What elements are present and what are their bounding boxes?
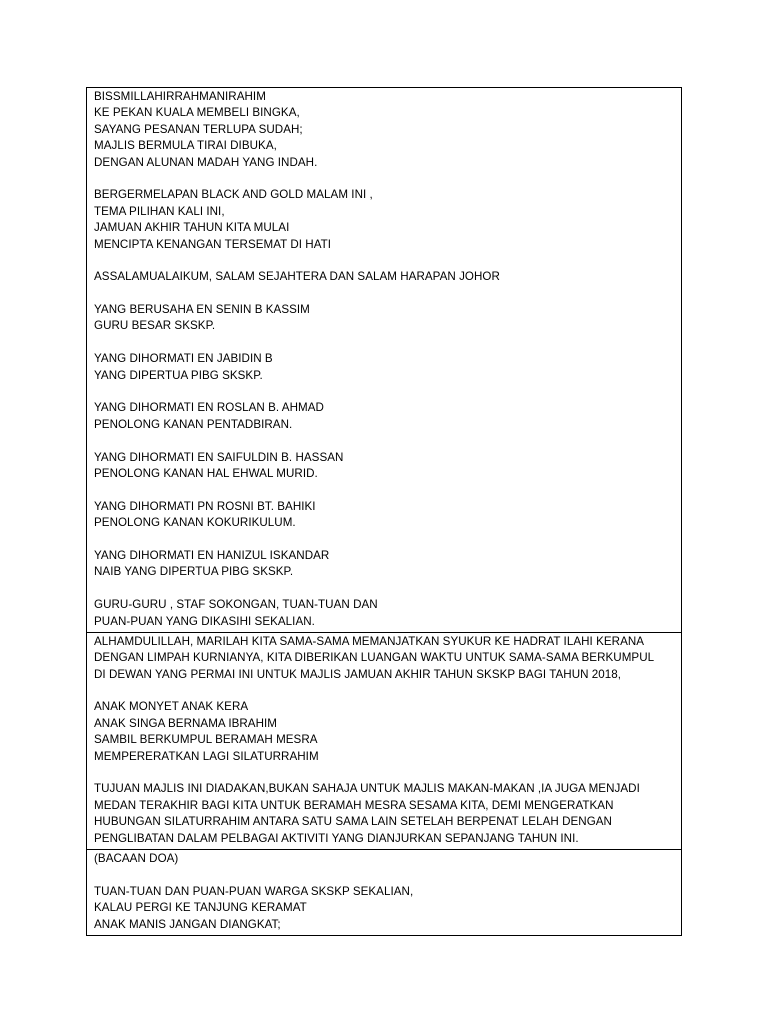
blank-line xyxy=(94,683,674,699)
text-line: ANAK MONYET ANAK KERA xyxy=(94,700,249,714)
text-line: DENGAN LIMPAH KURNIANYA, KITA DIBERIKAN LUANGAN WAKTU UNTUK SAMA-SAMA BERKUMPUL xyxy=(94,651,655,665)
blank-line xyxy=(94,171,674,187)
text-line: MAJLIS BERMULA TIRAI DIBUKA, xyxy=(94,139,277,153)
text-line: PENOLONG KANAN HAL EHWAL MURID. xyxy=(94,466,318,480)
text-line: MENCIPTA KENANGAN TERSEMAT DI HATI xyxy=(94,237,332,251)
text-line: MEMPERERATKAN LAGI SILATURRAHIM xyxy=(94,749,319,763)
speech-section-prayer xyxy=(86,850,682,936)
text-line: YANG DIHORMATI EN SAIFULDIN B. HASSAN xyxy=(94,450,344,464)
speech-section-welcome xyxy=(86,633,682,850)
text-line: TUJUAN MAJLIS INI DIADAKAN,BUKAN SAHAJA UNTUK MAJLIS MAKAN-MAKAN ,IA JUGA MENJADI xyxy=(94,782,640,796)
text-line: YANG BERUSAHA EN SENIN B KASSIM xyxy=(94,303,310,317)
blank-line xyxy=(94,384,674,400)
text-line: YANG DIPERTUA PIBG SKSKP. xyxy=(94,368,263,382)
text-line: (BACAAN DOA) xyxy=(94,851,179,865)
text-line: YANG DIHORMATI EN ROSLAN B. AHMAD xyxy=(94,401,324,415)
blank-line xyxy=(94,765,674,781)
text-line: GURU BESAR SKSKP. xyxy=(94,319,216,333)
text-line: KALAU PERGI KE TANJUNG KERAMAT xyxy=(94,901,307,915)
text-line: YANG DIHORMATI EN HANIZUL ISKANDAR xyxy=(94,548,330,562)
text-line: SAMBIL BERKUMPUL BERAMAH MESRA xyxy=(94,733,318,747)
text-line: ANAK SINGA BERNAMA IBRAHIM xyxy=(94,716,277,730)
blank-line xyxy=(94,532,674,548)
text-line: PUAN-PUAN YANG DIKASIHI SEKALIAN. xyxy=(94,614,315,628)
blank-line xyxy=(94,867,674,883)
text-line: MEDAN TERAKHIR BAGI KITA UNTUK BERAMAH MESRA SESAMA KITA, DEMI MENGERATKAN xyxy=(94,798,614,812)
text-line: BERGERMELAPAN BLACK AND GOLD MALAM INI , xyxy=(94,188,373,202)
text-line: NAIB YANG DIPERTUA PIBG SKSKP. xyxy=(94,565,294,579)
text-line: HUBUNGAN SILATURRAHIM ANTARA SATU SAMA LAIN SETELAH BERPENAT LELAH DENGAN xyxy=(94,815,612,829)
blank-line xyxy=(94,253,674,269)
text-line: TEMA PILIHAN KALI INI, xyxy=(94,204,225,218)
text-line: YANG DIHORMATI PN ROSNI BT. BAHIKI xyxy=(94,499,316,513)
text-line: PENOLONG KANAN KOKURIKULUM. xyxy=(94,516,296,530)
text-line: GURU-GURU , STAF SOKONGAN, TUAN-TUAN DAN xyxy=(94,598,378,612)
blank-line xyxy=(94,286,674,302)
text-line: PENOLONG KANAN PENTADBIRAN. xyxy=(94,417,293,431)
blank-line xyxy=(94,335,674,351)
document-page xyxy=(86,87,682,936)
blank-line xyxy=(94,482,674,498)
text-line: JAMUAN AKHIR TAHUN KITA MULAI xyxy=(94,221,290,235)
blank-line xyxy=(94,433,674,449)
text-line: DI DEWAN YANG PERMAI INI UNTUK MAJLIS JAMUAN AKHIR TAHUN SKSKP BAGI TAHUN 2018, xyxy=(94,667,622,681)
text-line: ASSALAMUALAIKUM, SALAM SEJAHTERA DAN SALAM HARAPAN JOHOR xyxy=(94,270,500,284)
text-line: YANG DIHORMATI EN JABIDIN B xyxy=(94,352,273,366)
text-line: PENGLIBATAN DALAM PELBAGAI AKTIVITI YANG DIANJURKAN SEPANJANG TAHUN INI. xyxy=(94,831,579,845)
text-line: BISSMILLAHIRRAHMANIRAHIM xyxy=(94,90,266,103)
text-line: ALHAMDULILLAH, MARILAH KITA SAMA-SAMA MEMANJATKAN SYUKUR KE HADRAT ILAHI KERANA xyxy=(94,634,645,648)
speech-section-opening xyxy=(86,87,682,633)
text-line: DENGAN ALUNAN MADAH YANG INDAH. xyxy=(94,155,318,169)
text-line: ANAK MANIS JANGAN DIANGKAT; xyxy=(94,917,281,931)
blank-line xyxy=(94,581,674,597)
text-line: TUAN-TUAN DAN PUAN-PUAN WARGA SKSKP SEKALIAN, xyxy=(94,884,414,898)
text-line: SAYANG PESANAN TERLUPA SUDAH; xyxy=(94,122,303,136)
text-line: KE PEKAN KUALA MEMBELI BINGKA, xyxy=(94,106,300,120)
